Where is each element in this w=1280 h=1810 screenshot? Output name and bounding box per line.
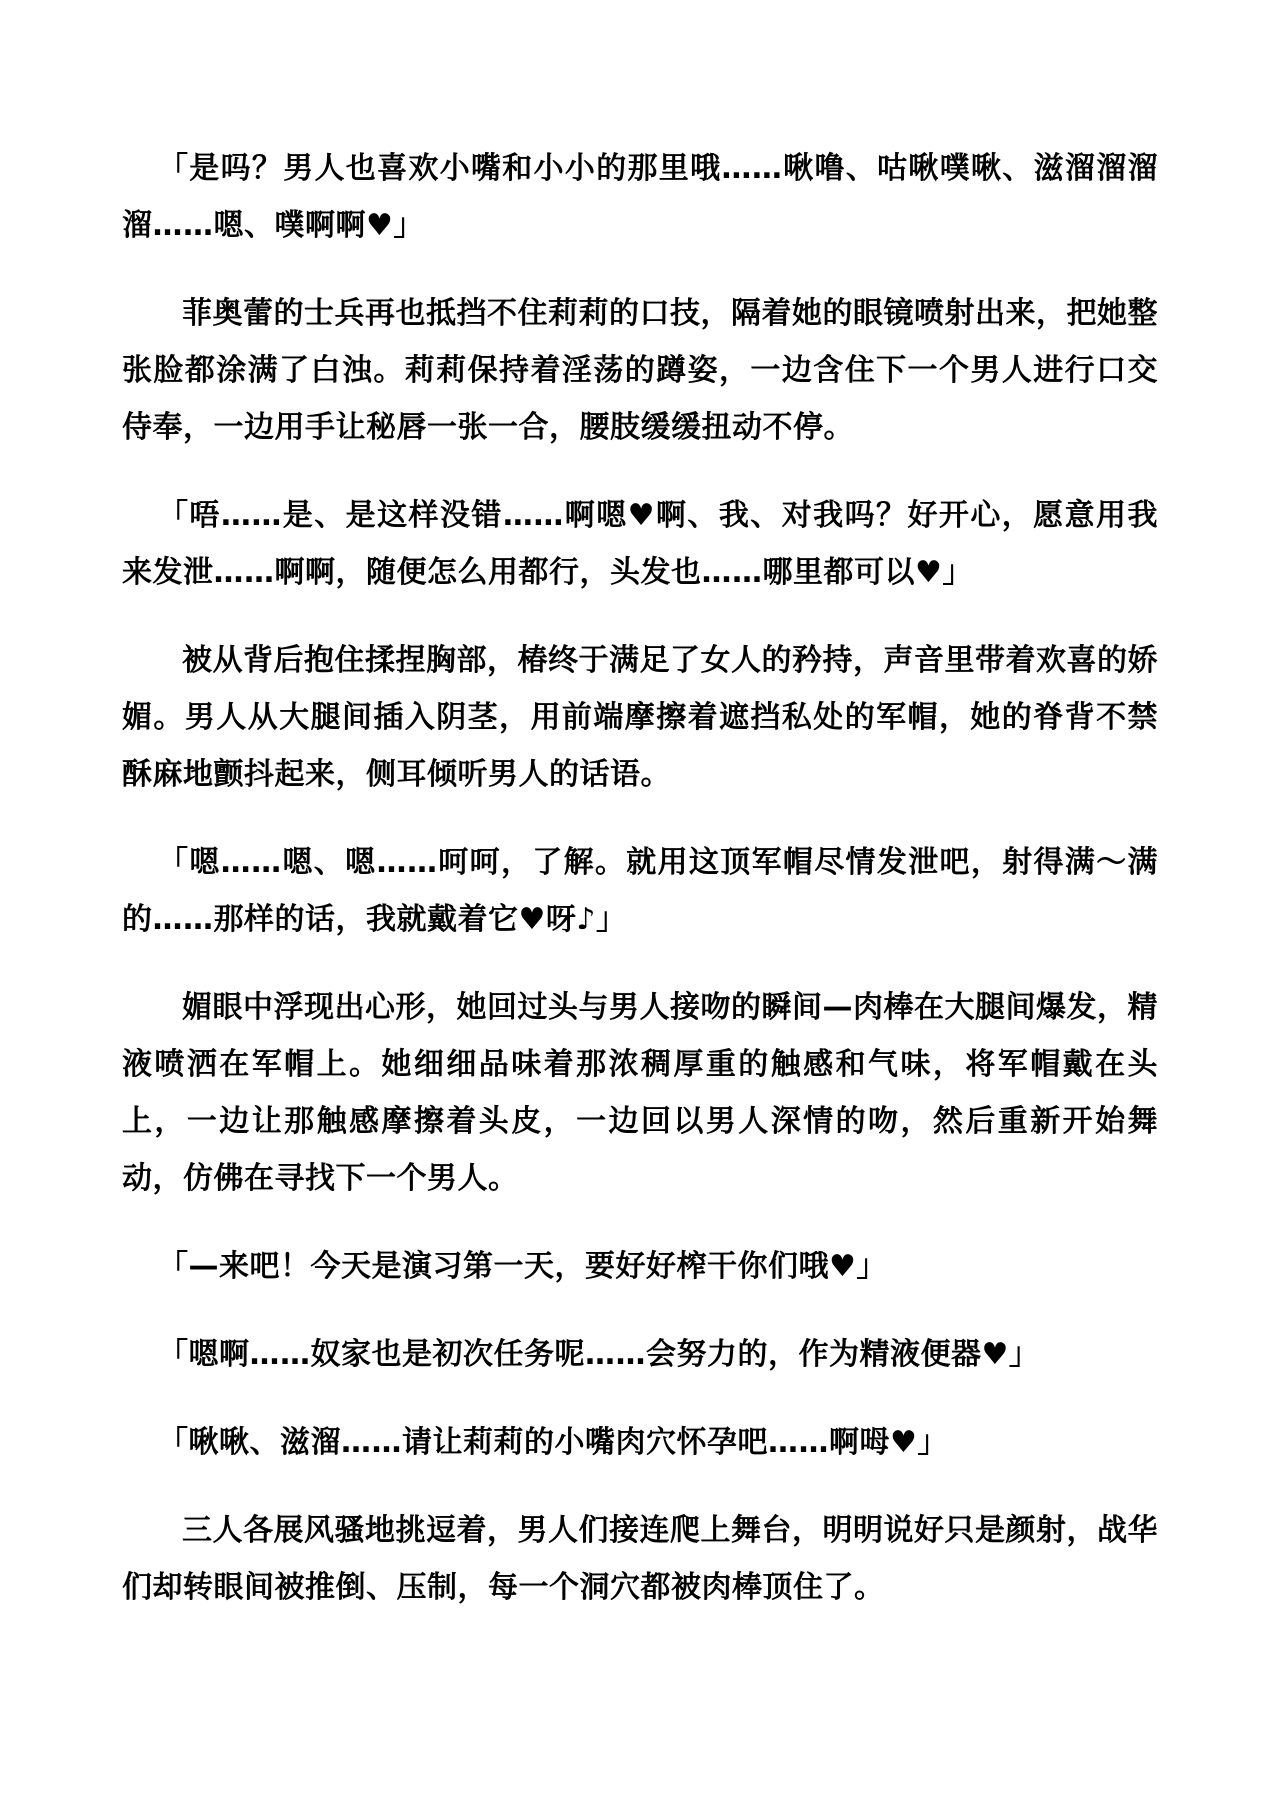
paragraph-dialogue: 「嗯……嗯、嗯……呵呵，了解。就用这顶军帽尽情发泄吧，射得满～满的……那样的话，我就戴着它♥呀♪」 (122, 845, 1158, 937)
paragraph-narration: 三人各展风骚地挑逗着，男人们接连爬上舞台，明明说好只是颜射，战华们却转眼间被推倒、压制，每一个洞穴都被肉棒顶住了。 (122, 1513, 1158, 1605)
paragraph-narration: 媚眼中浮现出心形，她回过头与男人接吻的瞬间—肉棒在大腿间爆发，精液喷洒在军帽上。她细细品味着那浓稠厚重的触感和气味，将军帽戴在头上，一边让那触感摩擦着头皮，一边回以男人深情的吻，然后重新开始舞动，仿佛在寻找下一个男人。 (122, 990, 1158, 1196)
paragraph-dialogue: 「啾啾、滋溜……请让莉莉的小嘴肉穴怀孕吧……啊呣♥」 (158, 1425, 948, 1460)
paragraph-dialogue: 「—来吧！今天是演习第一天，要好好榨干你们哦♥」 (158, 1249, 887, 1284)
paragraph-dialogue: 「是吗？男人也喜欢小嘴和小小的那里哦……啾噜、咕啾噗啾、滋溜溜溜溜……嗯、噗啊啊♥」 (122, 151, 1158, 243)
paragraph-narration: 被从背后抱住揉捏胸部，椿终于满足了女人的矜持，声音里带着欢喜的娇媚。男人从大腿间插入阴茎，用前端摩擦着遮挡私处的军帽，她的脊背不禁酥麻地颤抖起来，侧耳倾听男人的话语。 (122, 643, 1158, 792)
paragraph-dialogue: 「嗯啊……奴家也是初次任务呢……会努力的，作为精液便器♥」 (158, 1337, 1040, 1372)
paragraph-dialogue: 「唔……是、是这样没错……啊嗯♥啊、我、对我吗？好开心，愿意用我来发泄……啊啊，随便怎么用都行，头发也……哪里都可以♥」 (122, 498, 1158, 590)
paragraph-narration: 菲奥蕾的士兵再也抵挡不住莉莉的口技，隔着她的眼镜喷射出来，把她整张脸都涂满了白浊。莉莉保持着淫荡的蹲姿，一边含住下一个男人进行口交侍奉，一边用手让秘唇一张一合，腰肢缓缓扭动不停。 (122, 296, 1158, 445)
page-text-content (122, 140, 1158, 1616)
